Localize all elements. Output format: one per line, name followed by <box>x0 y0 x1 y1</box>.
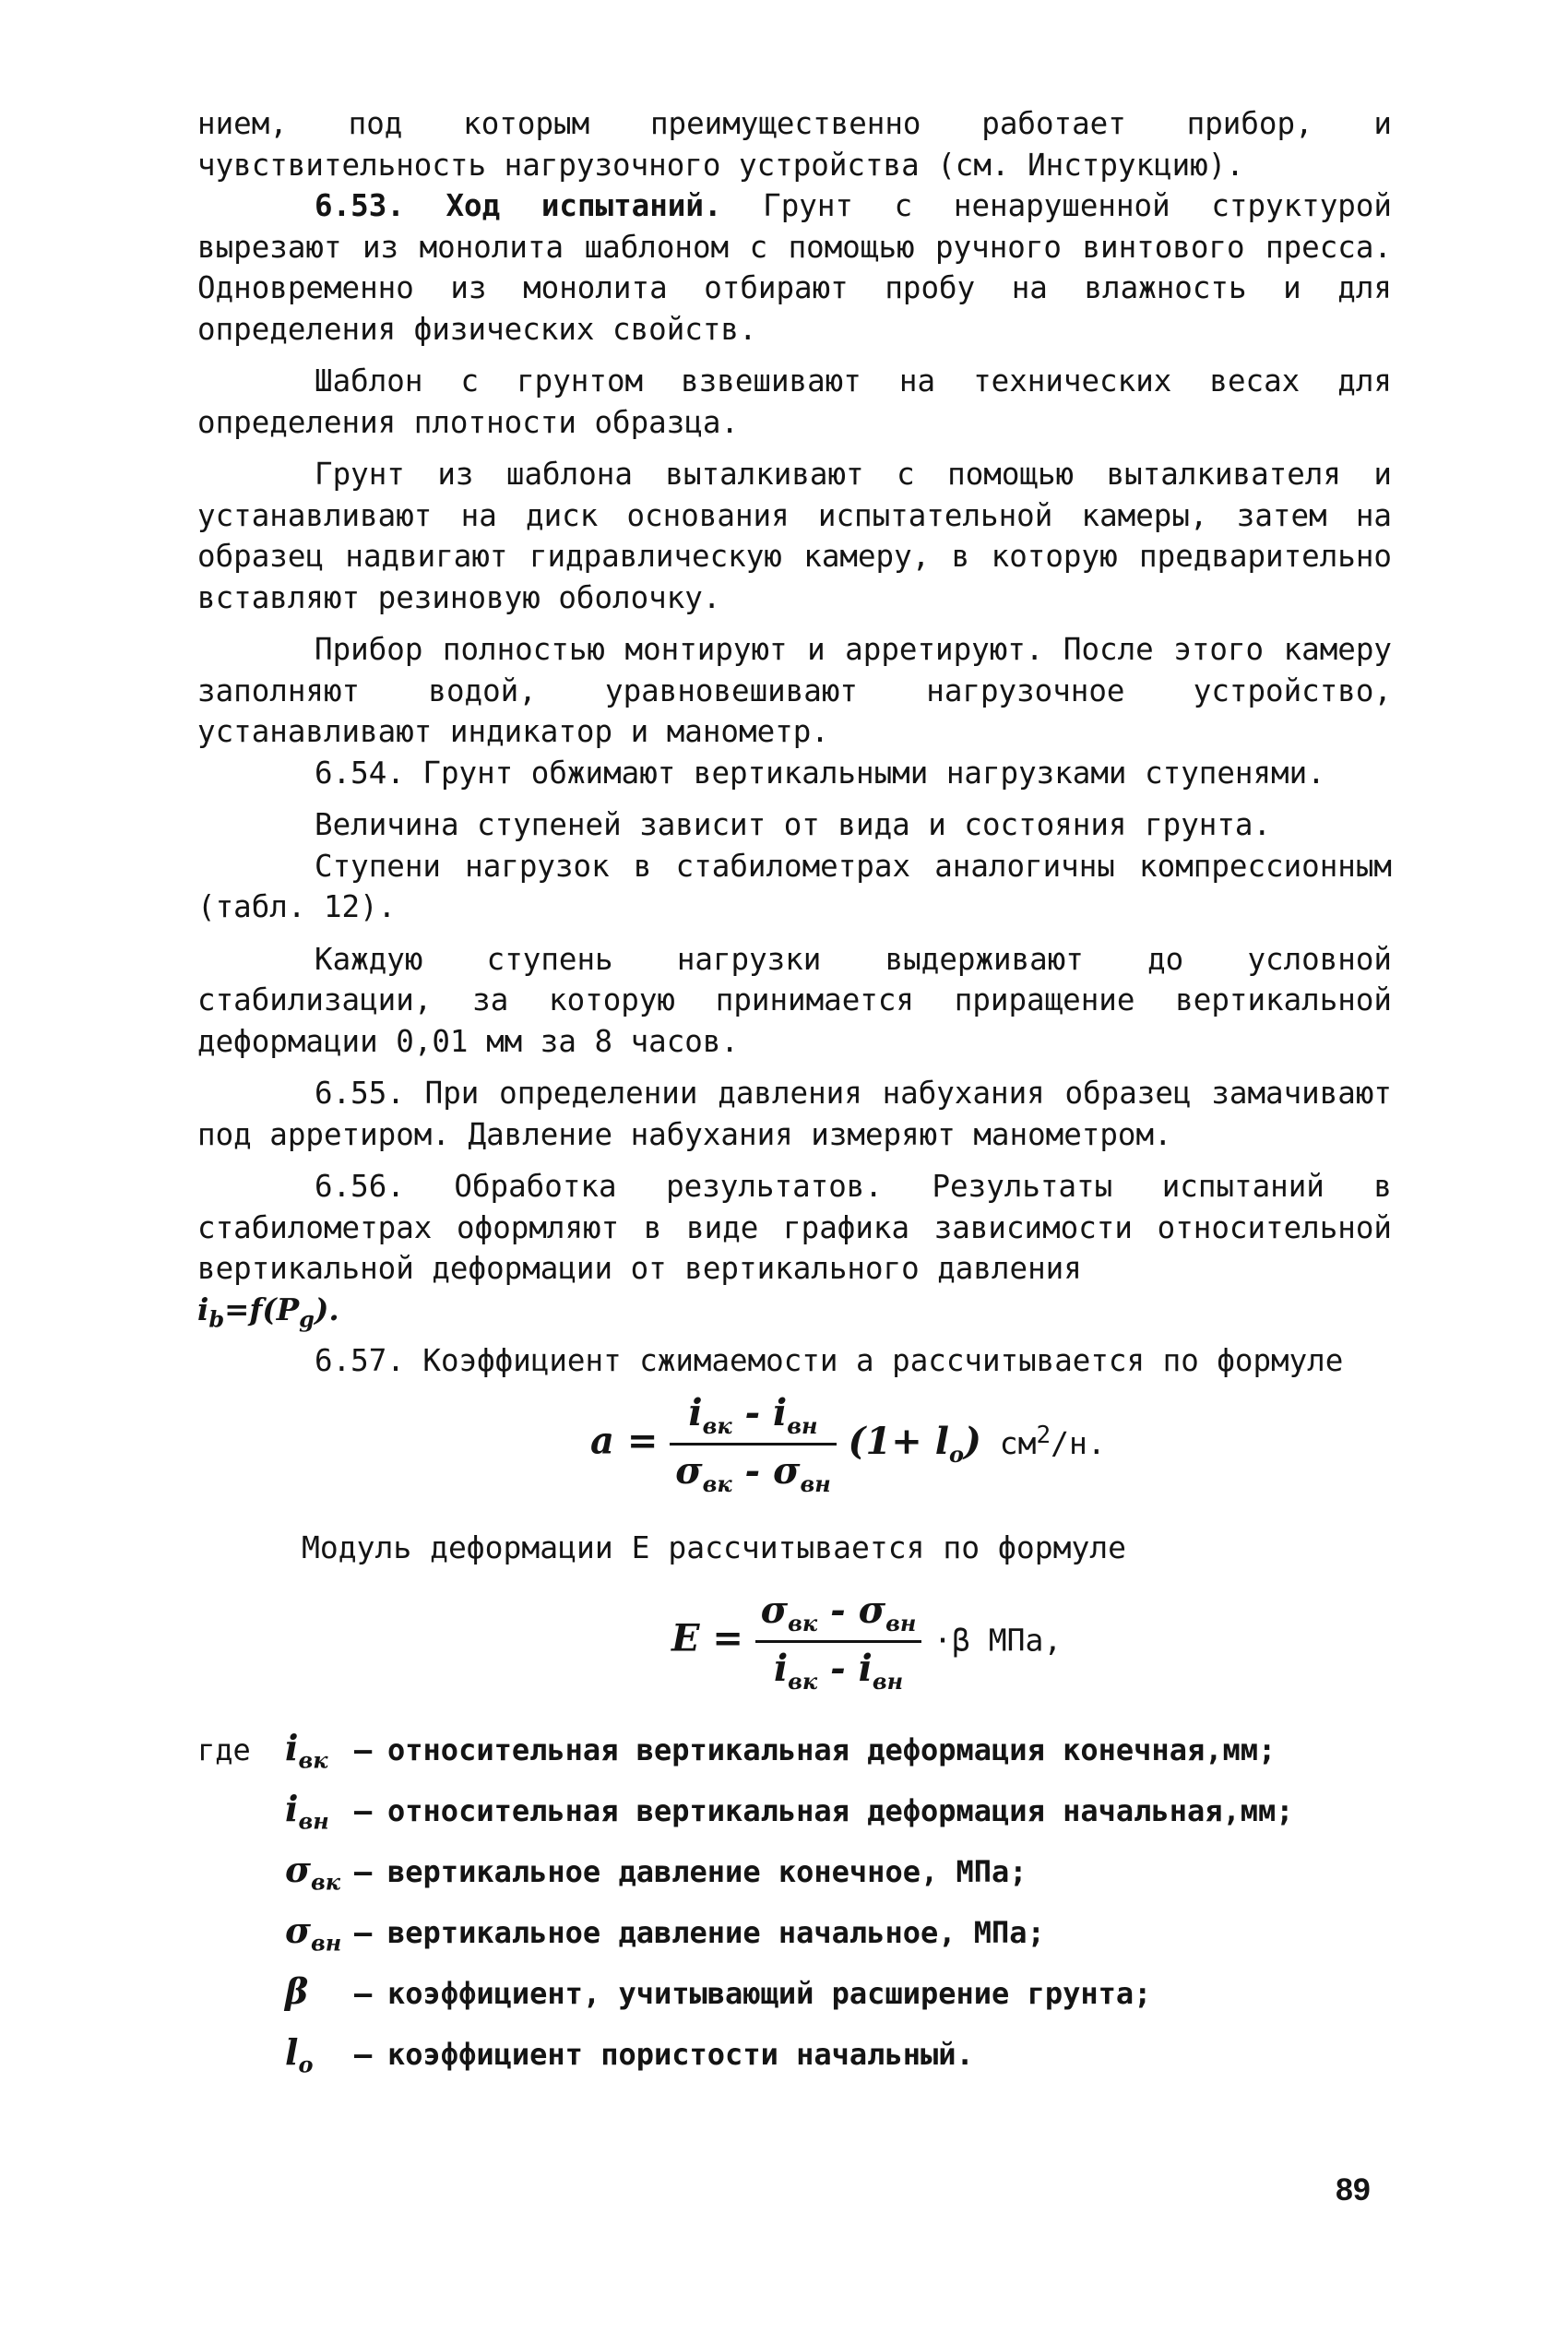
legend-row <box>197 1849 1396 1910</box>
legend-symbol: $i_{вк}$ <box>285 1727 328 1774</box>
fraction-numerator: $i_{вк} - i_{вн}$ <box>670 1391 837 1446</box>
paragraph: Каждую ступень нагрузки выдерживают до условной стабилизации, за которую принимается приращение вертикальной деформации 0,01 мм за 8 часов. <box>197 941 1392 1059</box>
fraction-denominator: $i_{вк} - i_{вн}$ <box>773 1647 904 1695</box>
legend-symbol: $\sigma_{вн}$ <box>285 1910 342 1957</box>
paragraph-text: Грунт с ненарушенной структурой вырезают из монолита шаблоном с помощью ручного винтового пресса. Одновременно из монолита отбирают пробу на влажность и для определения физических свойств. <box>197 188 1392 347</box>
formula-part: =f(P <box>224 1291 300 1327</box>
paragraph: Грунт из шаблона выталкивают с помощью выталкивателя и устанавливают на диск основания испытательной камеры, затем на образец надвигают гидравлическую камеру, в которую предварительно вставляют резиновую оболочку. <box>197 457 1392 615</box>
legend-dash: – <box>354 1976 373 2011</box>
formula-part: ). <box>314 1291 339 1327</box>
legend-symbol: $l_o$ <box>285 2031 314 2078</box>
legend-description: относительная вертикальная деформация начальная,мм; <box>387 1793 1294 1828</box>
formula-modulus <box>671 1588 1062 1695</box>
legend-row <box>197 1910 1396 1970</box>
formula-subscript: g <box>299 1305 315 1332</box>
body-text <box>197 103 1392 1381</box>
legend-dash: – <box>354 1793 373 1828</box>
legend-row <box>197 1970 1396 2031</box>
legend-description: вертикальное давление конечное, МПа; <box>387 1854 1028 1889</box>
paragraph-6-54: 6.54. Грунт обжимают вертикальными нагрузками ступенями. <box>315 755 1325 791</box>
legend-row <box>197 1727 1396 1788</box>
paragraph: Шаблон с грунтом взвешивают на технических весах для определения плотности образца. <box>197 363 1392 440</box>
formula-factor: $(1+ l_o)$ <box>848 1419 981 1468</box>
paragraph-6-55: 6.55. При определении давления набухания образец замачивают под арретиром. Давление набухания измеряют манометром. <box>197 1076 1392 1152</box>
page-number: 89 <box>1336 2172 1371 2207</box>
variable-legend <box>197 1727 1396 2092</box>
legend-dash: – <box>354 2037 373 2072</box>
legend-description: относительная вертикальная деформация конечная,мм; <box>387 1732 1277 1767</box>
paragraph-6-57: 6.57. Коэффициент сжимаемости a рассчитывается по формуле <box>315 1342 1344 1378</box>
legend-description: вертикальное давление начальное, МПа; <box>387 1915 1045 1950</box>
paragraph-6-56 <box>197 1166 1392 1340</box>
formula-subscript: b <box>208 1305 225 1332</box>
fraction-numerator: $\sigma_{вк} - \sigma_{вн}$ <box>755 1588 922 1643</box>
paragraph: Прибор полностью монтируют и арретируют. После этого камеру заполняют водой, уравновешивают нагрузочное устройство, устанавливают индикатор и манометр. <box>197 632 1392 749</box>
legend-description: коэффициент, учитывающий расширение грунта; <box>387 1976 1152 2011</box>
legend-dash: – <box>354 1732 373 1767</box>
legend-row <box>197 1788 1396 1849</box>
legend-dash: – <box>354 1854 373 1889</box>
paragraph-text: 6.56. Обработка результатов. Результаты испытаний в стабилометрах оформляют в виде графика зависимости относительной вертикальной деформации от вертикального давления <box>197 1169 1392 1286</box>
formula-tail: ·β МПа, <box>933 1622 1063 1659</box>
legend-symbol: $i_{вн}$ <box>285 1788 329 1835</box>
fraction-denominator: $\sigma_{вк} - \sigma_{вн}$ <box>675 1449 831 1497</box>
formula-compressibility <box>590 1391 1106 1497</box>
legend-symbol: $\sigma_{вк}$ <box>285 1849 341 1896</box>
paragraph: нием, под которым преимущественно работает прибор, и чувствительность нагрузочного устройства (см. Инструкцию). <box>197 106 1392 183</box>
legend-dash: – <box>354 1915 373 1950</box>
inline-formula <box>197 1291 339 1332</box>
paragraph: Ступени нагрузок в стабилометрах аналогичны компрессионным (табл. 12). <box>197 848 1392 924</box>
paragraph-6-53 <box>197 185 1392 350</box>
legend-description: коэффициент пористости начальный. <box>387 2037 974 2072</box>
formula-fraction <box>670 1391 837 1497</box>
formula-symbol: i <box>197 1291 209 1327</box>
legend-row <box>197 2031 1396 2092</box>
formula-unit: $см^2/н$. <box>980 1421 1106 1461</box>
paragraph: Величина ступеней зависит от вида и состояния грунта. <box>315 807 1272 842</box>
legend-symbol: β <box>285 1970 309 2012</box>
modulus-intro: Модуль деформации Е рассчитывается по формуле <box>302 1529 1127 1565</box>
formula-lhs: a = <box>590 1419 659 1463</box>
section-heading: 6.53. Ход испытаний. <box>315 188 722 223</box>
formula-lhs: E = <box>671 1616 743 1660</box>
formula-fraction <box>755 1588 922 1695</box>
legend-lead: где <box>197 1732 251 1767</box>
